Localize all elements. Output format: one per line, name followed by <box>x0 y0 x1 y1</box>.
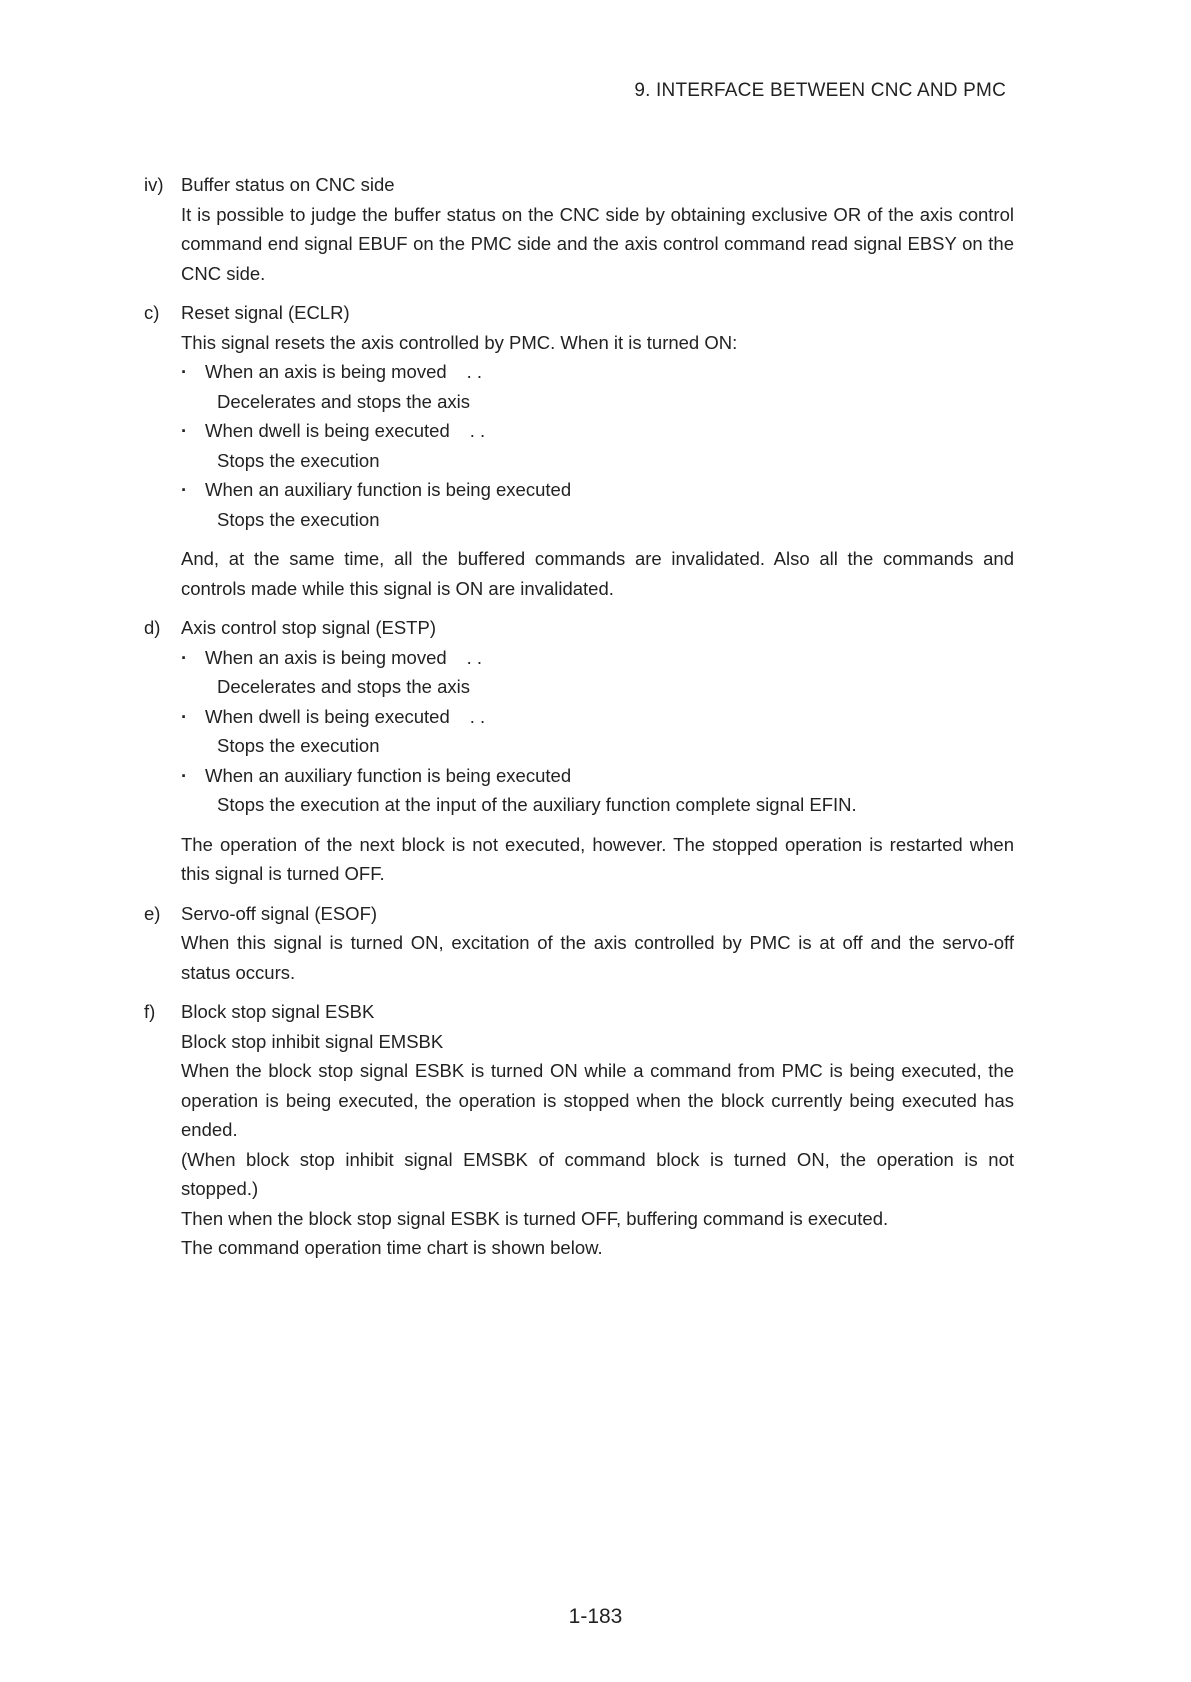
section-marker: d) <box>144 617 161 638</box>
section-marker: c) <box>144 302 160 323</box>
section-body: When this signal is turned ON, excitation of the axis controlled by PMC is at off and the servo-off status occurs. <box>181 932 1014 983</box>
bullet-dots: . . <box>469 705 486 727</box>
section-marker: e) <box>144 902 161 924</box>
bullet-text: When dwell is being executed <box>205 420 450 441</box>
bullet-dots: . . <box>466 646 483 668</box>
list-item <box>181 416 1014 475</box>
bullet-text: When dwell is being executed <box>205 705 450 727</box>
bullet-subtext: Decelerates and stops the axis <box>217 676 470 697</box>
bullet-list <box>181 357 1014 534</box>
bullet-text: When an axis is being moved <box>205 646 447 668</box>
section-outro: And, at the same time, all the buffered commands are invalidated. Also all the commands and controls made while this signal is ON are invalidated. <box>181 548 1014 599</box>
section-outro: The operation of the next block is not executed, however. The stopped operation is restarted when this signal is turned OFF. <box>181 833 1014 884</box>
section-c <box>144 298 1014 603</box>
bullet-text: When an axis is being moved <box>205 361 447 382</box>
section-e <box>144 899 1014 988</box>
list-item <box>181 702 1014 761</box>
section-subtitle: Block stop inhibit signal EMSBK <box>181 1030 444 1052</box>
bullet-subtext: Stops the execution <box>217 735 380 756</box>
section-title: Servo-off signal (ESOF) <box>181 902 378 924</box>
section-title: Buffer status on CNC side <box>181 174 395 195</box>
section-f <box>144 997 1014 1263</box>
section-title: Reset signal (ECLR) <box>181 302 350 323</box>
section-iv <box>144 170 1014 288</box>
section-title: Block stop signal ESBK <box>181 1001 375 1022</box>
section-intro: This signal resets the axis controlled by PMC. When it is turned ON: <box>181 331 738 353</box>
section-paragraph: When the block stop signal ESBK is turned ON while a command from PMC is being executed, the operation is being executed, the operation is stopped when the block currently being executed has ended. <box>181 1060 1014 1140</box>
document-body <box>144 170 1014 1273</box>
running-header: 9. INTERFACE BETWEEN CNC AND PMC <box>634 80 1006 101</box>
section-d <box>144 613 1014 889</box>
section-body: It is possible to judge the buffer status on the CNC side by obtaining exclusive OR of the axis control command end signal EBUF on the PMC side and the axis control command read signal EBSY on the CNC side. <box>181 203 1014 284</box>
bullet-dots: . . <box>469 420 486 441</box>
bullet-subtext: Stops the execution at the input of the auxiliary function complete signal EFIN. <box>217 794 857 815</box>
bullet-text: When an auxiliary function is being executed <box>205 479 572 500</box>
section-marker: iv) <box>144 174 164 195</box>
bullet-subtext: Stops the execution <box>217 508 380 530</box>
section-paragraph: Then when the block stop signal ESBK is turned OFF, buffering command is executed. <box>181 1207 889 1229</box>
list-item <box>181 643 1014 702</box>
section-title: Axis control stop signal (ESTP) <box>181 617 436 638</box>
list-item <box>181 761 1014 820</box>
list-item <box>181 475 1014 534</box>
bullet-subtext: Stops the execution <box>217 449 380 471</box>
section-paragraph: The command operation time chart is shown below. <box>181 1237 603 1258</box>
list-item <box>181 357 1014 416</box>
section-marker: f) <box>144 1001 156 1022</box>
bullet-text: When an auxiliary function is being executed <box>205 764 572 786</box>
bullet-dots: . . <box>466 361 483 382</box>
page-number: 1-183 <box>568 1605 623 1628</box>
section-paragraph: (When block stop inhibit signal EMSBK of command block is turned ON, the operation is not stopped.) <box>181 1148 1014 1199</box>
bullet-subtext: Decelerates and stops the axis <box>217 390 470 412</box>
bullet-list <box>181 643 1014 820</box>
